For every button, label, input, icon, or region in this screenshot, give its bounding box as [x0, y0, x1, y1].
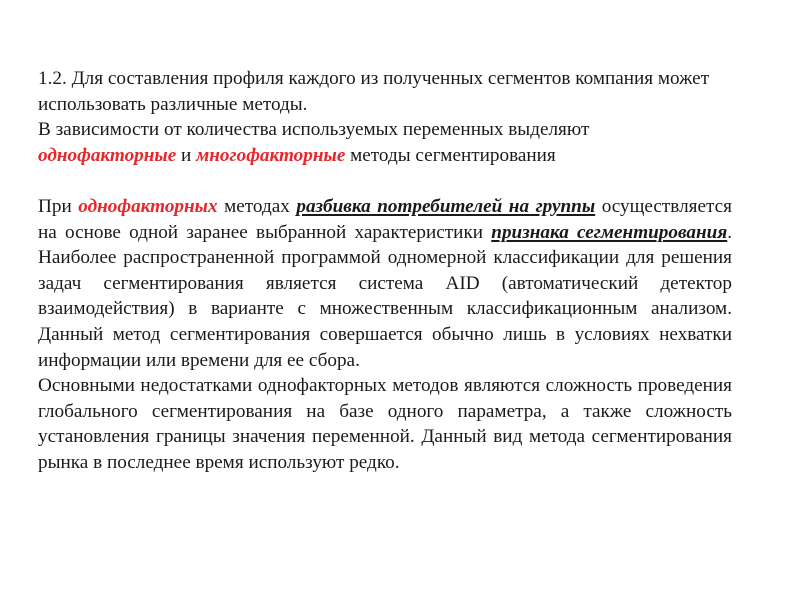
drawbacks-text: Основными недостатками однофакторных методов являются сложность проведения глобального сегментирования на базе одного параметра, а также сложность установления границы значения переменной. Данный вид метода сегментирования рынка в последнее время используют редко. — [38, 375, 732, 473]
p2-basis: осуществляется на основе одной заранее выбранной характеристики — [38, 195, 732, 243]
and-word: и — [181, 144, 192, 166]
methods-tail: методы сегментирования — [350, 144, 556, 166]
criterion-term: признака сегментирования — [491, 221, 728, 243]
p2-start: При — [38, 195, 72, 217]
slide-content — [38, 66, 732, 476]
p2-single-factor-term: однофакторных — [78, 195, 218, 217]
paragraph-gap — [38, 168, 732, 194]
single-factor-paragraph — [38, 194, 732, 373]
classification-lead: В зависимости от количества используемых переменных выделяют — [38, 119, 590, 141]
multi-factor-term: многофакторные — [196, 144, 346, 166]
intro-paragraph — [38, 66, 732, 117]
split-term: разбивка потребителей на группы — [296, 195, 596, 217]
classification-paragraph — [38, 117, 732, 168]
p2-rest: . Наиболее распространенной программой одномерной классификации для решения задач сегментирования является система AID (автоматический детектор взаимодействия) в варианте с множественным классификационным анализом. Данный метод сегментирования совершается обычно лишь в условиях нехватки информации или времени для ее сбора. — [38, 221, 733, 371]
intro-sentence: 1.2. Для составления профиля каждого из полученных сегментов компания может использовать различные методы. — [38, 68, 710, 115]
p2-methods: методах — [224, 195, 290, 217]
single-factor-term: однофакторные — [38, 144, 177, 166]
drawbacks-paragraph — [38, 373, 732, 475]
